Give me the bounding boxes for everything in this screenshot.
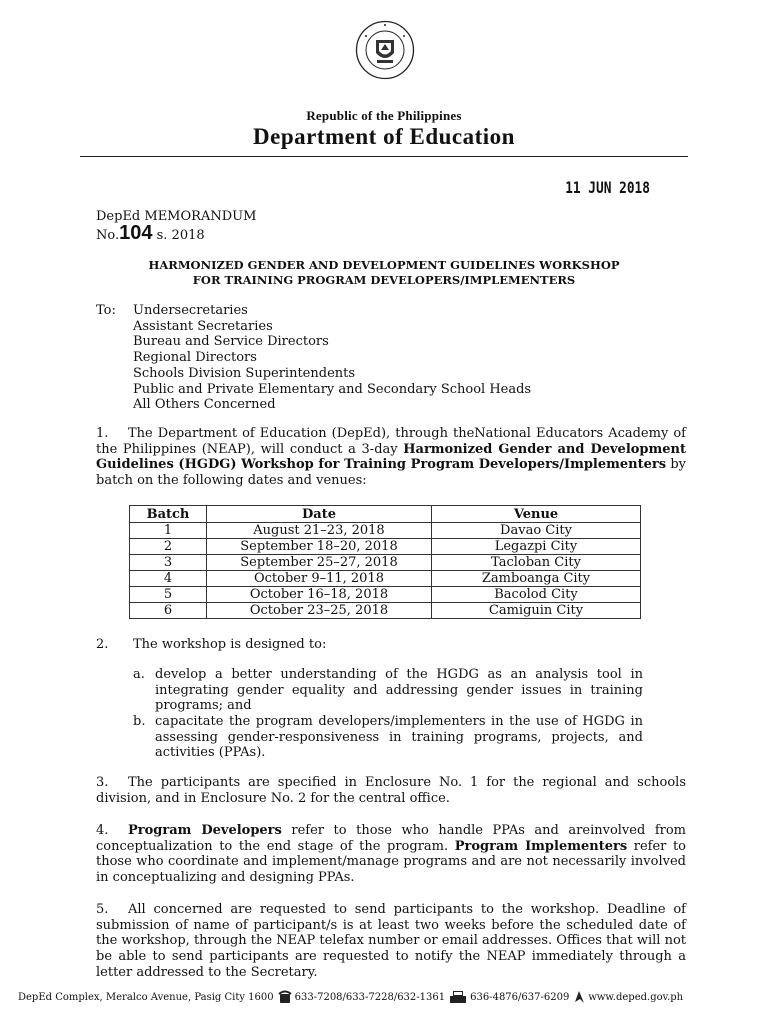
recipient-item: Undersecretaries xyxy=(133,303,248,318)
paragraph-text: refer to those who coordinate and implement/manage programs and are not necessarily involved in conceptualizing and designing PPAs. xyxy=(96,838,686,886)
memo-type: DepEd MEMORANDUM xyxy=(96,209,257,224)
venue-cell: Camiguin City xyxy=(432,603,641,619)
recipient-item: Assistant Secretaries xyxy=(133,318,273,334)
paragraph-number: 3. xyxy=(96,775,109,790)
paragraph-text: The workshop is designed to: xyxy=(133,637,327,652)
date-cell: September 18–20, 2018 xyxy=(207,539,432,555)
department-heading: Department of Education xyxy=(253,124,515,149)
paragraph-text: by batch on the following dates and venues: xyxy=(96,457,686,489)
memo-no-label: No. xyxy=(96,228,120,243)
table-row xyxy=(130,555,641,571)
date-cell: August 21–23, 2018 xyxy=(207,523,432,539)
table-row xyxy=(130,587,641,603)
footer-contact xyxy=(18,990,758,1004)
date-cell: October 16–18, 2018 xyxy=(207,587,432,603)
paragraph-text: refer to those who handle PPAs and areinvolved from conceptualization to the end stage of the program. xyxy=(96,823,687,854)
paragraph-number: 1. xyxy=(96,426,109,441)
footer-address: DepEd Complex, Meralco Avenue, Pasig City 1600 xyxy=(18,991,274,1003)
to-label: To: xyxy=(96,303,116,318)
paragraph-number: 5. xyxy=(96,902,109,917)
footer-website: www.deped.gov.ph xyxy=(588,991,684,1003)
objective-item-a xyxy=(133,667,643,714)
column-header-batch: Batch xyxy=(130,506,207,523)
table-header-row xyxy=(130,506,641,523)
recipient-list xyxy=(133,303,531,413)
column-header-venue: Venue xyxy=(432,506,641,523)
fax-icon xyxy=(449,990,467,1004)
recipient-item: Schools Division Superintendents xyxy=(133,365,356,381)
column-header-date: Date xyxy=(207,506,432,523)
table-row xyxy=(130,539,641,555)
paragraph-number: 2. xyxy=(96,637,109,652)
footer-fax: 636-4876/637-6209 xyxy=(470,991,570,1003)
term-program-developers: Program Developers xyxy=(128,823,282,838)
table-row xyxy=(130,523,641,539)
venue-cell: Legazpi City xyxy=(432,539,641,555)
batch-cell: 2 xyxy=(130,539,207,555)
item-label: b. xyxy=(133,714,146,729)
recipient-item: Public and Private Elementary and Secondary School Heads xyxy=(133,381,532,397)
memo-title xyxy=(80,258,688,288)
memo-title-line2: FOR TRAINING PROGRAM DEVELOPERS/IMPLEMENTERS xyxy=(192,273,576,287)
venue-cell: Davao City xyxy=(432,523,641,539)
venue-cell: Zamboanga City xyxy=(432,571,641,587)
item-label: a. xyxy=(133,667,145,682)
paragraph-5 xyxy=(96,902,686,981)
table-row xyxy=(130,571,641,587)
deped-seal-logo xyxy=(355,20,415,80)
term-program-implementers: Program Implementers xyxy=(454,838,628,854)
republic-heading: Republic of the Philippines xyxy=(306,108,462,123)
batch-cell: 4 xyxy=(130,571,207,587)
memo-date: 11 JUN 2018 xyxy=(565,178,650,197)
objective-item-b xyxy=(133,714,643,761)
date-cell: October 23–25, 2018 xyxy=(207,603,432,619)
footer-phones: 633-7208/633-7228/632-1361 xyxy=(294,991,446,1003)
paragraph-text: The participants are specified in Enclosure No. 1 for the regional and schools division, and in Enclosure No. 2 for the central office. xyxy=(96,775,686,806)
item-text: capacitate the program developers/implementers in the use of HGDG in assessing gender-responsiveness in training programs, projects, and activities (PPAs). xyxy=(155,714,643,761)
batch-cell: 5 xyxy=(130,587,207,603)
paragraph-3 xyxy=(96,775,686,806)
batch-cell: 3 xyxy=(130,555,207,571)
recipient-item: Bureau and Service Directors xyxy=(133,334,329,350)
date-cell: October 9–11, 2018 xyxy=(207,571,432,587)
table-row xyxy=(130,603,641,619)
venue-cell: Tacloban City xyxy=(432,555,641,571)
batch-cell: 1 xyxy=(130,523,207,539)
recipient-item: Regional Directors xyxy=(133,350,257,366)
memo-title-line1: HARMONIZED GENDER AND DEVELOPMENT GUIDELINES WORKSHOP xyxy=(148,258,620,272)
web-icon xyxy=(573,990,585,1004)
item-text: develop a better understanding of the HGDG as an analysis tool in integrating gender equality and addressing gender issues in training programs; and xyxy=(155,667,643,714)
workshop-name: Harmonized Gender and Development Guidelines (HGDG) Workshop for Training Program Developers/Implementers xyxy=(96,441,686,473)
paragraph-number: 4. xyxy=(96,823,109,838)
venue-cell: Bacolod City xyxy=(432,587,641,603)
memo-number-block xyxy=(96,209,256,244)
header-divider xyxy=(80,156,688,157)
date-cell: September 25–27, 2018 xyxy=(207,555,432,571)
paragraph-text: The Department of Education (DepEd), through theNational Educators Academy of the Philippines (NEAP), will conduct a 3-day xyxy=(96,426,686,457)
paragraph-1 xyxy=(96,426,686,489)
paragraph-4 xyxy=(96,823,686,886)
phone-icon xyxy=(278,990,292,1004)
recipient-item: All Others Concerned xyxy=(133,397,276,413)
paragraph-text: All concerned are requested to send participants to the workshop. Deadline of submission of name of participant/s is at least two weeks before the scheduled date of the workshop, through the NEAP telefax number or email addresses. Offices that will not be able to send participants are requested to notify the NEAP immediately through a letter addressed to the Secretary. xyxy=(96,902,686,980)
memo-no-value: 104 xyxy=(119,222,153,244)
batch-cell: 6 xyxy=(130,603,207,619)
memo-series: s. 2018 xyxy=(156,228,205,243)
paragraph-2-intro xyxy=(96,637,326,652)
batch-schedule-table xyxy=(129,505,641,619)
